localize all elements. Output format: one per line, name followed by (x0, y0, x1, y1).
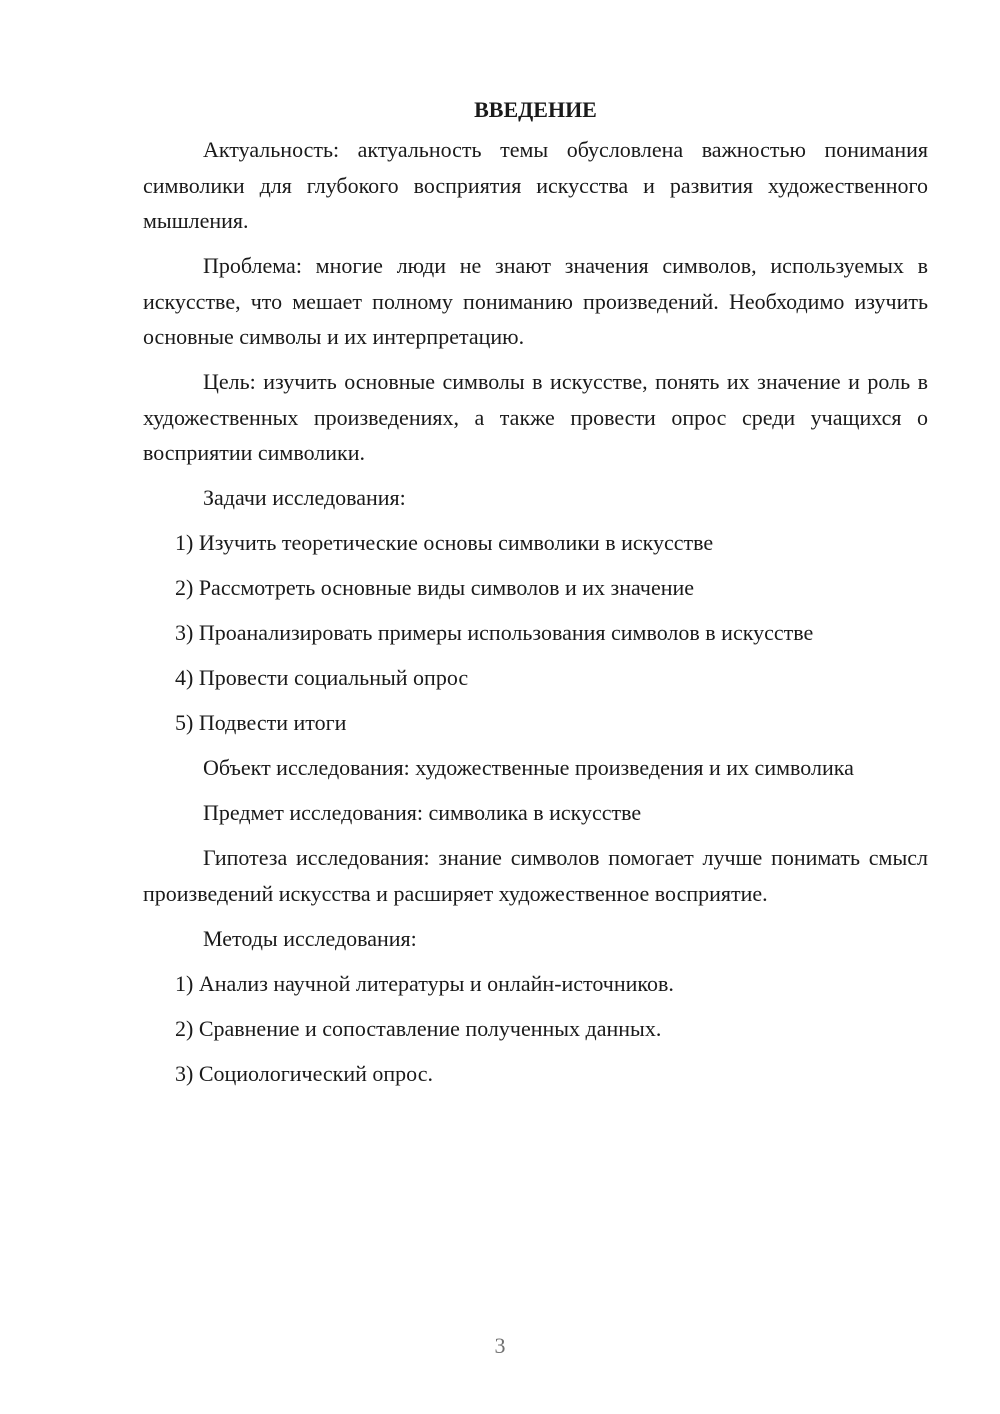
tasks-heading: Задачи исследования: (203, 485, 406, 510)
relevance-paragraph: Актуальность: актуальность темы обусловлена важностью понимания символики для глубокого восприятия искусства и развития художественного мышления. (143, 137, 928, 233)
methods-heading: Методы исследования: (203, 925, 417, 951)
methods-list (143, 966, 928, 1092)
page-title: ВВЕДЕНИЕ (474, 97, 597, 122)
list-item: 4) Провести социальный опрос (175, 665, 469, 690)
list-item: 1) Изучить теоретические основы символики в искусстве (175, 530, 714, 555)
document-page (143, 92, 928, 1101)
list-item: 3) Социологический опрос. (175, 1060, 433, 1086)
list-item: 2) Рассмотреть основные виды символов и их значение (175, 575, 695, 600)
list-item: 2) Сравнение и сопоставление полученных данных. (175, 1015, 662, 1041)
list-item: 1) Анализ научной литературы и онлайн-источников. (175, 970, 674, 996)
list-item: 5) Подвести итоги (175, 710, 347, 735)
hypothesis-paragraph: Гипотеза исследования: знание символов помогает лучше понимать смысл произведений искусства и расширяет художественное восприятие. (143, 845, 928, 906)
list-item: 3) Проанализировать примеры использования символов в искусстве (175, 620, 814, 645)
page-number: 3 (494, 1333, 506, 1358)
tasks-list (143, 525, 928, 741)
problem-paragraph: Проблема: многие люди не знают значения символов, используемых в искусстве, что мешает полному пониманию произведений. Необходимо изучить основные символы и их интерпретацию. (143, 253, 928, 349)
object-paragraph: Объект исследования: художественные произведения и их символика (203, 755, 854, 780)
goal-paragraph: Цель: изучить основные символы в искусстве, понять их значение и роль в художественных произведениях, а также провести опрос среди учащихся о восприятии символики. (143, 369, 928, 465)
subject-paragraph: Предмет исследования: символика в искусстве (203, 800, 642, 825)
